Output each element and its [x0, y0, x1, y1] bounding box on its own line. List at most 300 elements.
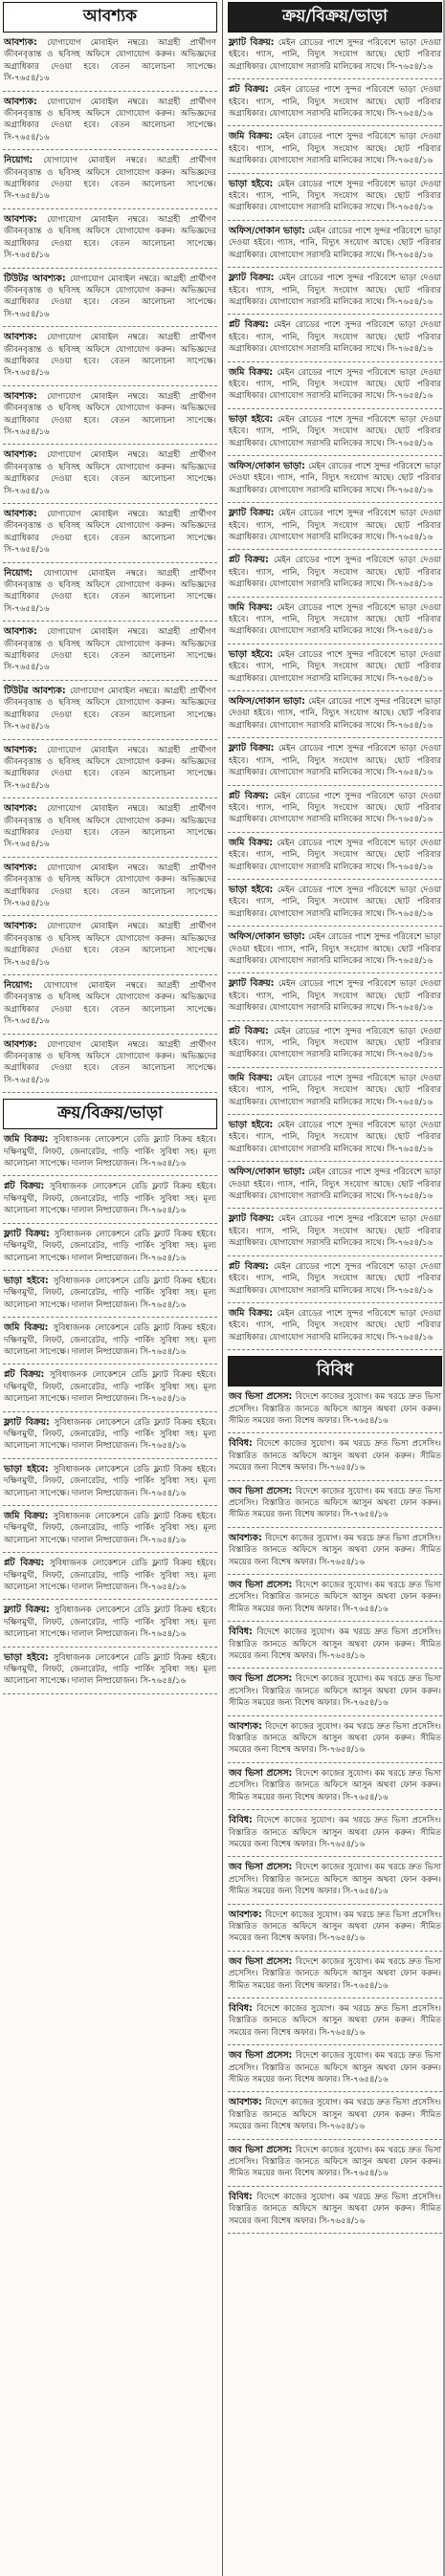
ad-text: যোগাযোগ মোবাইল নম্বরে। আগ্রহী প্রার্থীগণ জীবনবৃত্তান্ত ও ছবিসহ অফিসে যোগাযোগ করুন। অভিজ্ঞদের অগ্রাধিকার দেওয়া হবে। বেতন আলোচনা সাপেক্ষে।: [4, 745, 216, 779]
ad-lead: প্লট বিক্রয়:: [229, 555, 275, 566]
ad-reference: সি-৭৬৫৪/১৬: [384, 720, 434, 731]
ad-reference: সি-৭৬৫৪/১৬: [384, 250, 434, 260]
ad-reference: সি-৭৬৫৪/১৬: [340, 1980, 389, 1991]
classified-ad: [3, 862, 217, 917]
ad-reference: সি-৭৬৫৪/১৬: [340, 2075, 389, 2085]
ad-lead: ফ্ল্যাট বিক্রয়:: [229, 273, 278, 284]
ad-reference: সি-৭৬৫৪/১৬: [384, 533, 434, 542]
section-title-wanted: আবশ্যক: [3, 2, 217, 33]
ad-lead: জব ভিসা প্রসেস:: [229, 1485, 296, 1496]
ad-text: বিদেশে কাজের সুযোগ। কম খরচে দ্রুত ভিসা প্রসেসিং। বিস্তারিত জানতে অফিসে আসুন অথবা ফোন করুন। সীমিত সময়ের জন্য বিশেষ অফার।: [229, 2098, 441, 2132]
ad-lead: জব ভিসা প্রসেস:: [229, 1767, 296, 1779]
ad-reference: সি-৭৬৫৪/১৬: [384, 1332, 434, 1343]
classified-ad: [228, 1308, 442, 1350]
ad-text: মেইন রোডের পাশে সুন্দর পরিবেশে ভাড়া দেওয়া হইবে। গ্যাস, পানি, বিদ্যুৎ সংযোগ আছে। ছোট পরিবার অগ্রাধিকার। যোগাযোগ সরাসরি মালিকের সাথে।: [229, 1026, 441, 1060]
classified-ad: [228, 1626, 442, 1669]
ad-text: বিদেশে কাজের সুযোগ। কম খরচে দ্রুত ভিসা প্রসেসিং। বিস্তারিত জানতে অফিসে আসুন অথবা ফোন করুন। সীমিত সময়ের জন্য বিশেষ অফার।: [229, 1956, 441, 1991]
ad-reference: সি-৭৬৫৪/১৬: [316, 1463, 366, 1474]
ad-reference: সি-৭৬৫৪/১৬: [137, 1394, 187, 1405]
ad-text: বিদেশে কাজের সুযোগ। কম খরচে দ্রুত ভিসা প্রসেসিং। বিস্তারিত জানতে অফিসে আসুন অথবা ফোন করুন। সীমিত সময়ের জন্য বিশেষ অফার।: [229, 1816, 441, 1849]
classified-ad: [228, 2050, 442, 2092]
classified-ad: [228, 461, 442, 503]
classified-ad: [228, 414, 442, 456]
ad-lead: জমি বিক্রয়:: [4, 1511, 54, 1521]
classified-ad: [3, 97, 217, 151]
ad-lead: বিবিধ:: [229, 2191, 257, 2202]
ad-lead: ফ্ল্যাট বিক্রয়:: [4, 1605, 55, 1616]
classified-ad: [3, 980, 217, 1035]
ad-lead: অফিস/দোকান ভাড়া:: [229, 225, 309, 236]
classified-ad: [228, 2097, 442, 2139]
ad-lead: বিবিধ:: [229, 1626, 257, 1638]
ad-text: যোগাযোগ মোবাইল নম্বরে। আগ্রহী প্রার্থীগণ জীবনবৃত্তান্ত ও ছবিসহ অফিসে যোগাযোগ করুন। অভিজ্ঞদের অগ্রাধিকার দেওয়া হবে। বেতন আলোচনা সাপেক্ষে।: [4, 862, 216, 897]
classified-ad: [3, 626, 217, 681]
ad-reference: সি-৭৬৫৪/১৬: [340, 1510, 389, 1520]
classified-ad: [228, 1673, 442, 1715]
ad-reference: সি-৭৬৫৪/১৬: [137, 1206, 187, 1216]
classified-ad: [228, 2003, 442, 2045]
ad-lead: ফ্ল্যাট বিক্রয়:: [229, 508, 278, 519]
ad-text: মেইন রোডের পাশে সুন্দর পরিবেশে ভাড়া দেওয়া হইবে। গ্যাস, পানি, বিদ্যুৎ সংযোগ আছে। ছোট পরিবার অগ্রাধিকার। যোগাযোগ সরাসরি মালিকের সাথে।: [229, 85, 441, 120]
section-title-trade-right: ক্রয়/বিক্রয়/ভাড়া: [228, 2, 442, 33]
ad-lead: জমি বিক্রয়:: [229, 601, 278, 613]
ad-text: সুবিধাজনক লোকেশনে রেডি ফ্ল্যাট বিক্রয় হইবে। দক্ষিণমুখী, লিফট, জেনারেটর, গাড়ি পার্কিং সুবিধা সহ। মূল্য আলোচনা সাপেক্ষে। দালাল নিষ্প্রয়োজন।: [4, 1276, 216, 1310]
ad-reference: সি-৭৬৫৪/১৬: [137, 1159, 187, 1169]
classified-ad: [228, 1213, 442, 1255]
ad-text: সুবিধাজনক লোকেশনে রেডি ফ্ল্যাট বিক্রয় হইবে। দক্ষিণমুখী, লিফট, জেনারেটর, গাড়ি পার্কিং সুবিধা সহ। মূল্য আলোচনা সাপেক্ষে। দালাল নিষ্প্রয়োজন।: [4, 1229, 216, 1263]
ad-lead: বিবিধ:: [229, 1815, 257, 1826]
ad-reference: সি-৭৬৫৪/১৬: [4, 368, 50, 379]
ad-reference: সি-৭৬৫৪/১৬: [4, 486, 50, 496]
ad-lead: জব ভিসা প্রসেস:: [229, 2144, 296, 2155]
classified-ad: [228, 1167, 442, 1209]
ad-lead: ভাড়া হইবে:: [229, 648, 278, 660]
ad-lead: ভাড়া হইবে:: [229, 1120, 278, 1131]
ad-text: যোগাযোগ মোবাইল নম্বরে। আগ্রহী প্রার্থীগণ জীবনবৃত্তান্ত ও ছবিসহ অফিসে যোগাযোগ করুন। অভিজ্ঞদের অগ্রাধিকার দেওয়া হবে। বেতন আলোচনা সাপেক্ষে।: [4, 97, 216, 131]
ad-text: যোগাযোগ মোবাইল নম্বরে। আগ্রহী প্রার্থীগণ জীবনবৃত্তান্ত ও ছবিসহ অফিসে যোগাযোগ করুন। অভিজ্ঞদের অগ্রাধিকার দেওয়া হবে। বেতন আলোচনা সাপেক্ষে।: [4, 922, 216, 956]
ad-text: মেইন রোডের পাশে সুন্দর পরিবেশে ভাড়া দেওয়া হইবে। গ্যাস, পানি, বিদ্যুৎ সংযোগ আছে। ছোট পরিবার অগ্রাধিকার। যোগাযোগ সরাসরি মালিকের সাথে।: [229, 226, 441, 260]
ad-text: যোগাযোগ মোবাইল নম্বরে। আগ্রহী প্রার্থীগণ জীবনবৃত্তান্ত ও ছবিসহ অফিসে যোগাযোগ করুন। অভিজ্ঞদের অগ্রাধিকার দেওয়া হবে। বেতন আলোচনা সাপেক্ষে।: [4, 273, 216, 308]
ad-lead: অফিস/দোকান ভাড়া:: [229, 696, 309, 708]
classified-ad: [228, 743, 442, 785]
ad-text: মেইন রোডের পাশে সুন্দর পরিবেশে ভাড়া দেওয়া হইবে। গ্যাস, পানি, বিদ্যুৎ সংযোগ আছে। ছোট পরিবার অগ্রাধিকার। যোগাযোগ সরাসরি মালিকের সাথে।: [229, 367, 441, 402]
ad-text: মেইন রোডের পাশে সুন্দর পরিবেশে ভাড়া দেওয়া হইবে। গ্যাস, পানি, বিদ্যুৎ সংযোগ আছে। ছোট পরিবার অগ্রাধিকার। যোগাযোগ সরাসরি মালিকের সাথে।: [229, 791, 441, 825]
ad-text: বিদেশে কাজের সুযোগ। কম খরচে দ্রুত ভিসা প্রসেসিং। বিস্তারিত জানতে অফিসে আসুন অথবা ফোন করুন। সীমিত সময়ের জন্য বিশেষ অফার।: [229, 1533, 441, 1567]
classified-ad: [228, 1721, 442, 1763]
classified-ad: [228, 1438, 442, 1480]
classified-ad: [228, 1580, 442, 1622]
classified-ad: [228, 931, 442, 973]
ad-text: বিদেশে কাজের সুযোগ। কম খরচে দ্রুত ভিসা প্রসেসিং। বিস্তারিত জানতে অফিসে আসুন অথবা ফোন করুন। সীমিত সময়ের জন্য বিশেষ অফার।: [229, 2192, 441, 2226]
ad-text: সুবিধাজনক লোকেশনে রেডি ফ্ল্যাট বিক্রয় হইবে। দক্ষিণমুখী, লিফট, জেনারেটর, গাড়ি পার্কিং সুবিধা সহ। মূল্য আলোচনা সাপেক্ষে। দালাল নিষ্প্রয়োজন।: [4, 1135, 216, 1169]
ad-lead: জব ভিসা প্রসেস:: [229, 1580, 296, 1590]
ad-text: মেইন রোডের পাশে সুন্দর পরিবেশে ভাড়া দেওয়া হইবে। গ্যাস, পানি, বিদ্যুৎ সংযোগ আছে। ছোট পরিবার অগ্রাধিকার। যোগাযোগ সরাসরি মালিকের সাথে।: [229, 697, 441, 731]
ad-text: সুবিধাজনক লোকেশনে রেডি ফ্ল্যাট বিক্রয় হইবে। দক্ষিণমুখী, লিফট, জেনারেটর, গাড়ি পার্কিং সুবিধা সহ। মূল্য আলোচনা সাপেক্ষে। দালাল নিষ্প্রয়োজন।: [4, 1605, 216, 1640]
ad-text: মেইন রোডের পাশে সুন্দর পরিবেশে ভাড়া দেওয়া হইবে। গ্যাস, পানি, বিদ্যুৎ সংযোগ আছে। ছোট পরিবার অগ্রাধিকার। যোগাযোগ সরাসরি মালিকের সাথে।: [229, 509, 441, 542]
ad-list-misc: [228, 1391, 442, 2234]
ad-text: বিদেশে কাজের সুযোগ। কম খরচে দ্রুত ভিসা প্রসেসিং। বিস্তারিত জানতে অফিসে আসুন অথবা ফোন করুন। সীমিত সময়ের জন্য বিশেষ অফার।: [229, 2003, 441, 2038]
classified-ad: [3, 1464, 217, 1506]
classified-ad: [3, 332, 217, 386]
ad-text: মেইন রোডের পাশে সুন্দর পরিবেশে ভাড়া দেওয়া হইবে। গ্যাস, পানি, বিদ্যুৎ সংযোগ আছে। ছোট পরিবার অগ্রাধিকার। যোগাযোগ সরাসরি মালিকের সাথে।: [229, 744, 441, 778]
ad-lead: প্লট বিক্রয়:: [229, 790, 275, 801]
ad-reference: সি-৭৬৫৪/১৬: [384, 296, 434, 307]
ad-text: যোগাযোগ মোবাইল নম্বরে। আগ্রহী প্রার্থীগণ জীবনবৃত্তান্ত ও ছবিসহ অফিসে যোগাযোগ করুন। অভিজ্ঞদের অগ্রাধিকার দেওয়া হবে। বেতন আলোচনা সাপেক্ষে।: [4, 510, 216, 543]
ad-text: মেইন রোডের পাশে সুন্দর পরিবেশে ভাড়া দেওয়া হইবে। গ্যাস, পানি, বিদ্যুৎ সংযোগ আছে। ছোট পরিবার অগ্রাধিকার। যোগাযোগ সরাসরি মালিকের সাথে।: [229, 1168, 441, 1202]
classified-ad: [228, 1956, 442, 1998]
ad-reference: সি-৭৬৫৪/১৬: [137, 1629, 187, 1640]
left-column: [3, 0, 217, 1700]
classified-ad: [228, 2145, 442, 2187]
classified-ad: [228, 367, 442, 409]
ad-text: মেইন রোডের পাশে সুন্দর পরিবেশে ভাড়া দেওয়া হইবে। গ্যাস, পানি, বিদ্যুৎ সংযোগ আছে। ছোট পরিবার অগ্রাধিকার। যোগাযোগ সরাসরি মালিকের সাথে।: [229, 132, 441, 166]
classified-ad: [228, 1073, 442, 1115]
classified-ad: [3, 1369, 217, 1411]
ad-text: যোগাযোগ মোবাইল নম্বরে। আগ্রহী প্রার্থীগণ জীবনবৃত্তান্ত ও ছবিসহ অফিসে যোগাযোগ করুন। অভিজ্ঞদের অগ্রাধিকার দেওয়া হবে। বেতন আলোচনা সাপেক্ষে।: [4, 1039, 216, 1074]
ad-reference: সি-৭৬৫৪/১৬: [384, 1097, 434, 1107]
ad-reference: সি-৭৬৫৪/১৬: [137, 1535, 187, 1545]
ad-text: যোগাযোগ মোবাইল নম্বরে। আগ্রহী প্রার্থীগণ জীবনবৃত্তান্ত ও ছবিসহ অফিসে যোগাযোগ করুন। অভিজ্ঞদের অগ্রাধিকার দেওয়া হবে। বেতন আলোচনা সাপেক্ষে।: [4, 450, 216, 485]
ad-text: সুবিধাজনক লোকেশনে রেডি ফ্ল্যাট বিক্রয় হইবে। দক্ষিণমুখী, লিফট, জেনারেটর, গাড়ি পার্কিং সুবিধা সহ। মূল্য আলোচনা সাপেক্ষে। দালাল নিষ্প্রয়োজন।: [4, 1323, 216, 1357]
classified-ad: [228, 696, 442, 738]
ad-list-trade-right: [228, 37, 442, 1350]
ad-text: যোগাযোগ মোবাইল নম্বরে। আগ্রহী প্রার্থীগণ জীবনবৃত্তান্ত ও ছবিসহ অফিসে যোগাযোগ করুন। অভিজ্ঞদের অগ্রাধিকার দেওয়া হবে। বেতন আলোচনা সাপেক্ষে।: [4, 38, 216, 72]
section-title-misc: বিবিধ: [228, 1356, 442, 1386]
ad-lead: আবশ্যক:: [4, 862, 48, 873]
ad-lead: ভাড়া হইবে:: [4, 1275, 54, 1286]
section-misc: [228, 1356, 442, 2234]
ad-lead: টিউটর আবশ্যক:: [4, 273, 71, 284]
section-trade-left: [3, 1099, 217, 1694]
section-wanted: [3, 2, 217, 1093]
ad-reference: সি-৭৬৫৪/১৬: [384, 768, 434, 778]
ad-reference: সি-৭৬৫৪/১৬: [137, 1253, 187, 1263]
ad-text: মেইন রোডের পাশে সুন্দর পরিবেশে ভাড়া দেওয়া হইবে। গ্যাস, পানি, বিদ্যুৎ সংযোগ আছে। ছোট পরিবার অগ্রাধিকার। যোগাযোগ সরাসরি মালিকের সাথে।: [229, 1261, 441, 1296]
ad-lead: আবশ্যক:: [4, 332, 48, 343]
ad-lead: প্লট বিক্রয়:: [4, 1558, 51, 1569]
ad-reference: সি-৭৬৫৪/১৬: [316, 2122, 366, 2132]
ad-reference: সি-৭৬৫৪/১৬: [384, 391, 434, 402]
classified-ad: [228, 649, 442, 691]
ad-reference: সি-৭৬৫৪/১৬: [340, 1887, 389, 1897]
classified-ad: [3, 1229, 217, 1271]
classified-ad: [228, 508, 442, 550]
classified-ad: [228, 226, 442, 268]
section-title-trade-left: ক্রয়/বিক্রয়/ভাড়া: [3, 1099, 217, 1129]
ad-lead: ভাড়া হইবে:: [229, 413, 278, 425]
ad-reference: সি-৭৬৫৪/১৬: [137, 1676, 187, 1687]
ad-reference: সি-৭৬৫৪/১৬: [384, 156, 434, 166]
ad-reference: সি-৭৬৫৪/১৬: [384, 203, 434, 213]
ad-text: যোগাযোগ মোবাইল নম্বরে। আগ্রহী প্রার্থীগণ জীবনবৃত্তান্ত ও ছবিসহ অফিসে যোগাযোগ করুন। অভিজ্ঞদের অগ্রাধিকার দেওয়া হবে। বেতন আলোচনা সাপেক্ষে।: [4, 156, 216, 190]
ad-lead: জমি বিক্রয়:: [229, 1307, 278, 1319]
ad-lead: ভাড়া হইবে:: [4, 1463, 54, 1474]
classified-ad: [3, 1039, 217, 1094]
classified-ad: [3, 803, 217, 858]
ad-lead: জমি বিক্রয়:: [4, 1322, 54, 1334]
classified-ad: [3, 449, 217, 504]
ad-lead: বিবিধ:: [229, 2002, 257, 2014]
ad-reference: সি-৭৬৫৪/১৬: [384, 1238, 434, 1249]
classified-ad: [228, 1768, 442, 1810]
ad-reference: সি-৭৬৫৪/১৬: [384, 815, 434, 825]
ad-lead: ফ্ল্যাট বিক্রয়:: [4, 1416, 55, 1428]
ad-text: যোগাযোগ মোবাইল নম্বরে। আগ্রহী প্রার্থীগণ জীবনবৃত্তান্ত ও ছবিসহ অফিসে যোগাযোগ করুন। অভিজ্ঞদের অগ্রাধিকার দেওয়া হবে। বেতন আলোচনা সাপেক্ষে।: [4, 804, 216, 838]
ad-lead: নিয়োগ:: [4, 567, 44, 579]
ad-lead: আবশ্যক:: [4, 390, 48, 402]
ad-text: মেইন রোডের পাশে সুন্দর পরিবেশে ভাড়া দেওয়া হইবে। গ্যাস, পানি, বিদ্যুৎ সংযোগ আছে। ছোট পরিবার অগ্রাধিকার। যোগাযোগ সরাসরি মালিকের সাথে।: [229, 273, 441, 307]
classified-ad: [228, 555, 442, 597]
ad-lead: জমি বিক্রয়:: [229, 837, 278, 848]
ad-text: মেইন রোডের পাশে সুন্দর পরিবেশে ভাড়া দেওয়া হইবে। গ্যাস, পানি, বিদ্যুৎ সংযোগ আছে। ছোট পরিবার অগ্রাধিকার। যোগাযোগ সরাসরি মালিকের সাথে।: [229, 838, 441, 872]
classified-ad: [228, 1486, 442, 1528]
ad-reference: সি-৭৬৫৪/১৬: [316, 1745, 366, 1756]
ad-reference: সি-৭৬৫৪/১৬: [137, 1441, 187, 1452]
ad-lead: প্লট বিক্রয়:: [4, 1181, 51, 1192]
ad-lead: ফ্ল্যাট বিক্রয়:: [4, 1228, 55, 1239]
ad-text: বিদেশে কাজের সুযোগ। কম খরচে দ্রুত ভিসা প্রসেসিং। বিস্তারিত জানতে অফিসে আসুন অথবা ফোন করুন। সীমিত সময়ের জন্য বিশেষ অফার।: [229, 1439, 441, 1474]
ad-text: মেইন রোডের পাশে সুন্দর পরিবেশে ভাড়া দেওয়া হইবে। গ্যাস, পানি, বিদ্যুৎ সংযোগ আছে। ছোট পরিবার অগ্রাধিকার। যোগাযোগ সরাসরি মালিকের সাথে।: [229, 932, 441, 966]
ad-lead: আবশ্যক:: [229, 1532, 266, 1543]
ad-text: যোগাযোগ মোবাইল নম্বরে। আগ্রহী প্রার্থীগণ জীবনবৃত্তান্ত ও ছবিসহ অফিসে যোগাযোগ করুন। অভিজ্ঞদের অগ্রাধিকার দেওয়া হবে। বেতন আলোচনা সাপেক্ষে।: [4, 627, 216, 662]
ad-text: সুবিধাজনক লোকেশনে রেডি ফ্ল্যাট বিক্রয় হইবে। দক্ষিণমুখী, লিফট, জেনারেটর, গাড়ি পার্কিং সুবিধা সহ। মূল্য আলোচনা সাপেক্ষে। দালাল নিষ্প্রয়োজন।: [4, 1464, 216, 1498]
ad-text: মেইন রোডের পাশে সুন্দর পরিবেশে ভাড়া দেওয়া হইবে। গ্যাস, পানি, বিদ্যুৎ সংযোগ আছে। ছোট পরিবার অগ্রাধিকার। যোগাযোগ সরাসরি মালিকের সাথে।: [229, 461, 441, 495]
classified-ad: [228, 37, 442, 79]
ad-text: বিদেশে কাজের সুযোগ। কম খরচে দ্রুত ভিসা প্রসেসিং। বিস্তারিত জানতে অফিসে আসুন অথবা ফোন করুন। সীমিত সময়ের জন্য বিশেষ অফার।: [229, 1863, 441, 1897]
ad-reference: সি-৭৬৫৪/১৬: [137, 1299, 187, 1310]
ad-reference: সি-৭৬৫৪/১৬: [384, 485, 434, 495]
ad-reference: সি-৭৬৫৪/১৬: [4, 1016, 50, 1027]
ad-reference: সি-৭৬৫৪/১৬: [4, 603, 50, 614]
ad-list-trade-left: [3, 1134, 217, 1694]
ad-reference: সি-৭৬৫৪/১৬: [384, 109, 434, 120]
classified-ad: [228, 791, 442, 833]
ad-lead: জমি বিক্রয়:: [229, 1072, 278, 1083]
ad-text: যোগাযোগ মোবাইল নম্বরে। আগ্রহী প্রার্থীগণ জীবনবৃত্তান্ত ও ছবিসহ অফিসে যোগাযোগ করুন। অভিজ্ঞদের অগ্রাধিকার দেওয়া হবে। বেতন আলোচনা সাপেক্ষে।: [4, 981, 216, 1015]
ad-text: মেইন রোডের পাশে সুন্দর পরিবেশে ভাড়া দেওয়া হইবে। গ্যাস, পানি, বিদ্যুৎ সংযোগ আছে। ছোট পরিবার অগ্রাধিকার। যোগাযোগ সরাসরি মালিকের সাথে।: [229, 1121, 441, 1154]
ad-text: বিদেশে কাজের সুযোগ। কম খরচে দ্রুত ভিসা প্রসেসিং। বিস্তারিত জানতে অফিসে আসুন অথবা ফোন করুন। সীমিত সময়ের জন্য বিশেষ অফার।: [229, 1768, 441, 1802]
ad-lead: আবশ্যক:: [4, 37, 48, 48]
ad-text: মেইন রোডের পাশে সুন্দর পরিবেশে ভাড়া দেওয়া হইবে। গ্যাস, পানি, বিদ্যুৎ সংযোগ আছে। ছোট পরিবার অগ্রাধিকার। যোগাযোগ সরাসরি মালিকের সাথে।: [229, 414, 441, 448]
classified-ad: [228, 978, 442, 1020]
classified-ad: [3, 568, 217, 622]
classified-ad: [3, 37, 217, 92]
ad-lead: আবশ্যক:: [4, 509, 48, 519]
ad-reference: সি-৭৬৫৪/১৬: [384, 1191, 434, 1202]
ad-text: বিদেশে কাজের সুযোগ। কম খরচে দ্রুত ভিসা প্রসেসিং। বিস্তারিত জানতে অফিসে আসুন অথবা ফোন করুন। সীমিত সময়ের জন্য বিশেষ অফার।: [229, 1627, 441, 1662]
ad-reference: সি-৭৬৫৪/১৬: [4, 898, 50, 908]
ad-reference: সি-৭৬৫৪/১৬: [384, 344, 434, 355]
classified-ad: [3, 1652, 217, 1694]
ad-lead: আবশ্যক:: [4, 744, 48, 755]
classified-ad: [3, 1181, 217, 1223]
ad-lead: প্লট বিক্রয়:: [229, 84, 275, 96]
classified-ad: [3, 686, 217, 740]
ad-text: বিদেশে কাজের সুযোগ। কম খরচে দ্রুত ভিসা প্রসেসিং। বিস্তারিত জানতে অফিসে আসুন অথবা ফোন করুন। সীমিত সময়ের জন্য বিশেষ অফার।: [229, 1721, 441, 1756]
ad-reference: সি-৭৬৫৪/১৬: [4, 840, 50, 850]
ad-lead: জব ভিসা প্রসেস:: [229, 1862, 296, 1873]
ad-reference: সি-৭৬৫৪/১৬: [384, 1144, 434, 1154]
ad-lead: জব ভিসা প্রসেস:: [229, 1673, 296, 1685]
ad-lead: আবশ্যক:: [4, 626, 48, 638]
ad-reference: সি-৭৬৫৪/১৬: [340, 1415, 389, 1426]
ad-lead: আবশ্যক:: [4, 1038, 48, 1050]
classified-ad: [228, 884, 442, 927]
classified-ad: [228, 1862, 442, 1904]
ad-text: মেইন রোডের পাশে সুন্দর পরিবেশে ভাড়া দেওয়া হইবে। গ্যাস, পানি, বিদ্যুৎ সংযোগ আছে। ছোট পরিবার অগ্রাধিকার। যোগাযোগ সরাসরি মালিকের সাথে।: [229, 884, 441, 919]
ad-lead: জব ভিসা প্রসেস:: [229, 1955, 296, 1967]
ad-lead: অফিস/দোকান ভাড়া:: [229, 460, 309, 471]
ad-list-wanted: [3, 37, 217, 1093]
ad-text: বিদেশে কাজের সুযোগ। কম খরচে দ্রুত ভিসা প্রসেসিং। বিস্তারিত জানতে অফিসে আসুন অথবা ফোন করুন। সীমিত সময়ের জন্য বিশেষ অফার।: [229, 1486, 441, 1520]
ad-lead: আবশ্যক:: [4, 803, 48, 815]
classified-ad: [228, 1120, 442, 1162]
ad-lead: টিউটর আবশ্যক:: [4, 685, 71, 696]
ad-lead: নিয়োগ:: [4, 155, 44, 166]
ad-lead: অফিস/দোকান ভাড়া:: [229, 931, 309, 943]
ad-lead: অফিস/দোকান ভাড়া:: [229, 1167, 309, 1178]
classified-ad: [228, 838, 442, 880]
classified-ad: [228, 84, 442, 126]
classified-ad: [3, 1276, 217, 1318]
ad-text: সুবিধাজনক লোকেশনে রেডি ফ্ল্যাট বিক্রয় হইবে। দক্ষিণমুখী, লিফট, জেনারেটর, গাড়ি পার্কিং সুবিধা সহ। মূল্য আলোচনা সাপেক্ষে। দালাল নিষ্প্রয়োজন।: [4, 1370, 216, 1405]
ad-text: যোগাযোগ মোবাইল নম্বরে। আগ্রহী প্রার্থীগণ জীবনবৃত্তান্ত ও ছবিসহ অফিসে যোগাযোগ করুন। অভিজ্ঞদের অগ্রাধিকার দেওয়া হবে। বেতন আলোচনা সাপেক্ষে।: [4, 333, 216, 366]
classified-ad: [3, 214, 217, 269]
classified-ad: [228, 131, 442, 173]
ad-lead: ভাড়া হইবে:: [229, 884, 278, 895]
ad-lead: ফ্ল্যাট বিক্রয়:: [229, 743, 278, 754]
ad-text: মেইন রোডের পাশে সুন্দর পরিবেশে ভাড়া দেওয়া হইবে। গ্যাস, পানি, বিদ্যুৎ সংযোগ আছে। ছোট পরিবার অগ্রাধিকার। যোগাযোগ সরাসরি মালিকের সাথে।: [229, 556, 441, 590]
classified-ad: [228, 1026, 442, 1068]
classified-ad: [3, 921, 217, 975]
right-column: [228, 0, 442, 2239]
ad-text: মেইন রোডের পাশে সুন্দর পরিবেশে ভাড়া দেওয়া হইবে। গ্যাস, পানি, বিদ্যুৎ সংযোগ আছে। ছোট পরিবার অগ্রাধিকার। যোগাযোগ সরাসরি মালিকের সাথে।: [229, 979, 441, 1014]
classified-ad: [228, 1261, 442, 1303]
ad-reference: সি-৭৬৫৪/১৬: [340, 2169, 389, 2179]
ad-text: সুবিধাজনক লোকেশনে রেডি ফ্ল্যাট বিক্রয় হইবে। দক্ষিণমুখী, লিফট, জেনারেটর, গাড়ি পার্কিং সুবিধা সহ। মূল্য আলোচনা সাপেক্ষে। দালাল নিষ্প্রয়োজন।: [4, 1512, 216, 1545]
classified-ad: [3, 1322, 217, 1364]
ad-lead: ভাড়া হইবে:: [4, 1651, 54, 1663]
ad-text: মেইন রোডের পাশে সুন্দর পরিবেশে ভাড়া দেওয়া হইবে। গ্যাস, পানি, বিদ্যুৎ সংযোগ আছে। ছোট পরিবার অগ্রাধিকার। যোগাযোগ সরাসরি মালিকের সাথে।: [229, 1308, 441, 1343]
ad-reference: সি-৭৬৫৪/১৬: [384, 862, 434, 872]
ad-reference: সি-৭৬৫৪/১৬: [316, 1839, 366, 1849]
ad-text: মেইন রোডের পাশে সুন্দর পরিবেশে ভাড়া দেওয়া হইবে। গ্যাস, পানি, বিদ্যুৎ সংযোগ আছে। ছোট পরিবার অগ্রাধিকার। যোগাযোগ সরাসরি মালিকের সাথে।: [229, 649, 441, 684]
ad-text: মেইন রোডের পাশে সুন্দর পরিবেশে ভাড়া দেওয়া হইবে। গ্যাস, পানি, বিদ্যুৎ সংযোগ আছে। ছোট পরিবার অগ্রাধিকার। যোগাযোগ সরাসরি মালিকের সাথে।: [229, 38, 441, 72]
ad-lead: ফ্ল্যাট বিক্রয়:: [229, 37, 278, 48]
classified-ad: [228, 2192, 442, 2234]
ad-reference: সি-৭৬৫৪/১৬: [384, 61, 434, 72]
ad-reference: সি-৭৬৫৪/১৬: [340, 1604, 389, 1614]
ad-text: বিদেশে কাজের সুযোগ। কম খরচে দ্রুত ভিসা প্রসেসিং। বিস্তারিত জানতে অফিসে আসুন অথবা ফোন করুন। সীমিত সময়ের জন্য বিশেষ অফার।: [229, 2145, 441, 2179]
ad-reference: সি-৭৬৫৪/১৬: [384, 673, 434, 684]
classified-ad: [228, 273, 442, 315]
ad-reference: সি-৭৬৫৪/১৬: [4, 780, 50, 791]
classified-ad: [228, 1391, 442, 1433]
ad-text: বিদেশে কাজের সুযোগ। কম খরচে দ্রুত ভিসা প্রসেসিং। বিস্তারিত জানতে অফিসে আসুন অথবা ফোন করুন। সীমিত সময়ের জন্য বিশেষ অফার।: [229, 1910, 441, 1944]
ad-text: বিদেশে কাজের সুযোগ। কম খরচে দ্রুত ভিসা প্রসেসিং। বিস্তারিত জানতে অফিসে আসুন অথবা ফোন করুন। সীমিত সময়ের জন্য বিশেষ অফার।: [229, 2051, 441, 2085]
ad-reference: সি-৭৬৫৪/১৬: [4, 251, 50, 261]
classified-ad: [3, 1417, 217, 1459]
ad-text: যোগাযোগ মোবাইল নম্বরে। আগ্রহী প্রার্থীগণ জীবনবৃত্তান্ত ও ছবিসহ অফিসে যোগাযোগ করুন। অভিজ্ঞদের অগ্রাধিকার দেওয়া হবে। বেতন আলোচনা সাপেক্ষে।: [4, 214, 216, 249]
classified-ad: [228, 319, 442, 361]
ad-reference: সি-৭৬৫৪/১৬: [384, 1050, 434, 1060]
column-divider: [222, 0, 223, 2576]
ad-lead: জমি বিক্রয়:: [229, 366, 278, 378]
classified-ad: [228, 602, 442, 644]
ad-reference: সি-৭৬৫৪/১৬: [316, 2027, 366, 2038]
ad-text: মেইন রোডের পাশে সুন্দর পরিবেশে ভাড়া দেওয়া হইবে। গ্যাস, পানি, বিদ্যুৎ সংযোগ আছে। ছোট পরিবার অগ্রাধিকার। যোগাযোগ সরাসরি মালিকের সাথে।: [229, 602, 441, 637]
ad-reference: সি-৭৬৫৪/১৬: [316, 1557, 366, 1567]
ad-text: বিদেশে কাজের সুযোগ। কম খরচে দ্রুত ভিসা প্রসেসিং। বিস্তারিত জানতে অফিসে আসুন অথবা ফোন করুন। সীমিত সময়ের জন্য বিশেষ অফার।: [229, 1674, 441, 1709]
ad-text: বিদেশে কাজের সুযোগ। কম খরচে দ্রুত ভিসা প্রসেসিং। বিস্তারিত জানতে অফিসে আসুন অথবা ফোন করুন। সীমিত সময়ের জন্য বিশেষ অফার।: [229, 1392, 441, 1426]
ad-reference: সি-৭৬৫৪/১৬: [384, 579, 434, 590]
ad-reference: সি-৭৬৫৪/১৬: [4, 426, 50, 437]
ad-reference: সি-৭৬৫৪/১৬: [4, 132, 50, 142]
classified-ad: [3, 1134, 217, 1176]
ad-text: সুবিধাজনক লোকেশনে রেডি ফ্ল্যাট বিক্রয় হইবে। দক্ষিণমুখী, লিফট, জেনারেটর, গাড়ি পার্কিং সুবিধা সহ। মূল্য আলোচনা সাপেক্ষে। দালাল নিষ্প্রয়োজন।: [4, 1417, 216, 1452]
ad-reference: সি-৭৬৫৪/১৬: [4, 722, 50, 732]
classified-ad: [228, 179, 442, 221]
ad-reference: সি-৭৬৫৪/১৬: [137, 1488, 187, 1498]
classified-ad: [3, 509, 217, 563]
ad-text: সুবিধাজনক লোকেশনে রেডি ফ্ল্যাট বিক্রয় হইবে। দক্ষিণমুখী, লিফট, জেনারেটর, গাড়ি পার্কিং সুবিধা সহ। মূল্য আলোচনা সাপেক্ষে। দালাল নিষ্প্রয়োজন।: [4, 1559, 216, 1593]
ad-lead: আবশ্যক:: [4, 96, 48, 107]
ad-reference: সি-৭৬৫৪/১৬: [384, 908, 434, 919]
ad-reference: সি-৭৬৫৪/১৬: [4, 545, 50, 556]
ad-reference: সি-৭৬৫৪/১৬: [4, 957, 50, 968]
ad-lead: নিয়োগ:: [4, 980, 44, 991]
ad-lead: জমি বিক্রয়:: [229, 131, 278, 142]
classified-ad: [228, 1910, 442, 1952]
ad-lead: ভাড়া হইবে:: [229, 178, 278, 189]
ad-text: যোগাযোগ মোবাইল নম্বরে। আগ্রহী প্রার্থীগণ জীবনবৃত্তান্ত ও ছবিসহ অফিসে যোগাযোগ করুন। অভিজ্ঞদের অগ্রাধিকার দেওয়া হবে। বেতন আলোচনা সাপেক্ষে।: [4, 568, 216, 602]
ad-text: মেইন রোডের পাশে সুন্দর পরিবেশে ভাড়া দেওয়া হইবে। গ্যাস, পানি, বিদ্যুৎ সংযোগ আছে। ছোট পরিবার অগ্রাধিকার। যোগাযোগ সরাসরি মালিকের সাথে।: [229, 1214, 441, 1249]
ad-lead: জমি বিক্রয়:: [4, 1134, 54, 1146]
ad-reference: সি-৭৬৫৪/১৬: [316, 1651, 366, 1662]
ad-lead: ফ্ল্যাট বিক্রয়:: [229, 1213, 278, 1225]
classified-ad: [3, 155, 217, 209]
ad-text: বিদেশে কাজের সুযোগ। কম খরচে দ্রুত ভিসা প্রসেসিং। বিস্তারিত জানতে অফিসে আসুন অথবা ফোন করুন। সীমিত সময়ের জন্য বিশেষ অফার।: [229, 1581, 441, 1614]
classified-ad: [3, 273, 217, 328]
ad-lead: আবশ্যক:: [4, 213, 48, 225]
classified-ad: [228, 1533, 442, 1575]
ad-reference: সি-৭৬৫৪/১৬: [4, 663, 50, 673]
ad-lead: আবশ্যক:: [229, 2097, 266, 2108]
ad-reference: সি-৭৬৫৪/১৬: [384, 1003, 434, 1014]
classified-ad: [3, 1558, 217, 1600]
ad-reference: সি-৭৬৫৪/১৬: [316, 1933, 366, 1944]
ad-text: মেইন রোডের পাশে সুন্দর পরিবেশে ভাড়া দেওয়া হইবে। গ্যাস, পানি, বিদ্যুৎ সংযোগ আছে। ছোট পরিবার অগ্রাধিকার। যোগাযোগ সরাসরি মালিকের সাথে।: [229, 179, 441, 213]
ad-lead: আবশ্যক:: [229, 1720, 266, 1732]
ad-reference: সি-৭৬৫৪/১৬: [137, 1583, 187, 1593]
ad-reference: সি-৭৬৫৪/১৬: [384, 1285, 434, 1296]
ad-text: মেইন রোডের পাশে সুন্দর পরিবেশে ভাড়া দেওয়া হইবে। গ্যাস, পানি, বিদ্যুৎ সংযোগ আছে। ছোট পরিবার অগ্রাধিকার। যোগাযোগ সরাসরি মালিকের সাথে।: [229, 1073, 441, 1107]
ad-text: সুবিধাজনক লোকেশনে রেডি ফ্ল্যাট বিক্রয় হইবে। দক্ষিণমুখী, লিফট, জেনারেটর, গাড়ি পার্কিং সুবিধা সহ। মূল্য আলোচনা সাপেক্ষে। দালাল নিষ্প্রয়োজন।: [4, 1652, 216, 1687]
ad-reference: সি-৭৬৫৪/১৬: [384, 626, 434, 637]
ad-lead: প্লট বিক্রয়:: [229, 1260, 275, 1272]
ad-lead: প্লট বিক্রয়:: [229, 1025, 275, 1037]
classified-ad: [3, 391, 217, 446]
ad-text: যোগাযোগ মোবাইল নম্বরে। আগ্রহী প্রার্থীগণ জীবনবৃত্তান্ত ও ছবিসহ অফিসে যোগাযোগ করুন। অভিজ্ঞদের অগ্রাধিকার দেওয়া হবে। বেতন আলোচনা সাপেক্ষে।: [4, 391, 216, 426]
ad-reference: সি-৭৬৫৪/১৬: [340, 1698, 389, 1709]
ad-text: যোগাযোগ মোবাইল নম্বরে। আগ্রহী প্রার্থীগণ জীবনবৃত্তান্ত ও ছবিসহ অফিসে যোগাযোগ করুন। অভিজ্ঞদের অগ্রাধিকার দেওয়া হবে। বেতন আলোচনা সাপেক্ষে।: [4, 686, 216, 720]
classified-ad: [3, 1511, 217, 1553]
ad-reference: সি-৭৬৫৪/১৬: [4, 1075, 50, 1085]
ad-lead: আবশ্যক:: [4, 449, 48, 461]
classified-ad: [3, 1605, 217, 1647]
ad-reference: সি-৭৬৫৪/১৬: [384, 955, 434, 966]
ad-lead: প্লট বিক্রয়:: [229, 319, 275, 331]
